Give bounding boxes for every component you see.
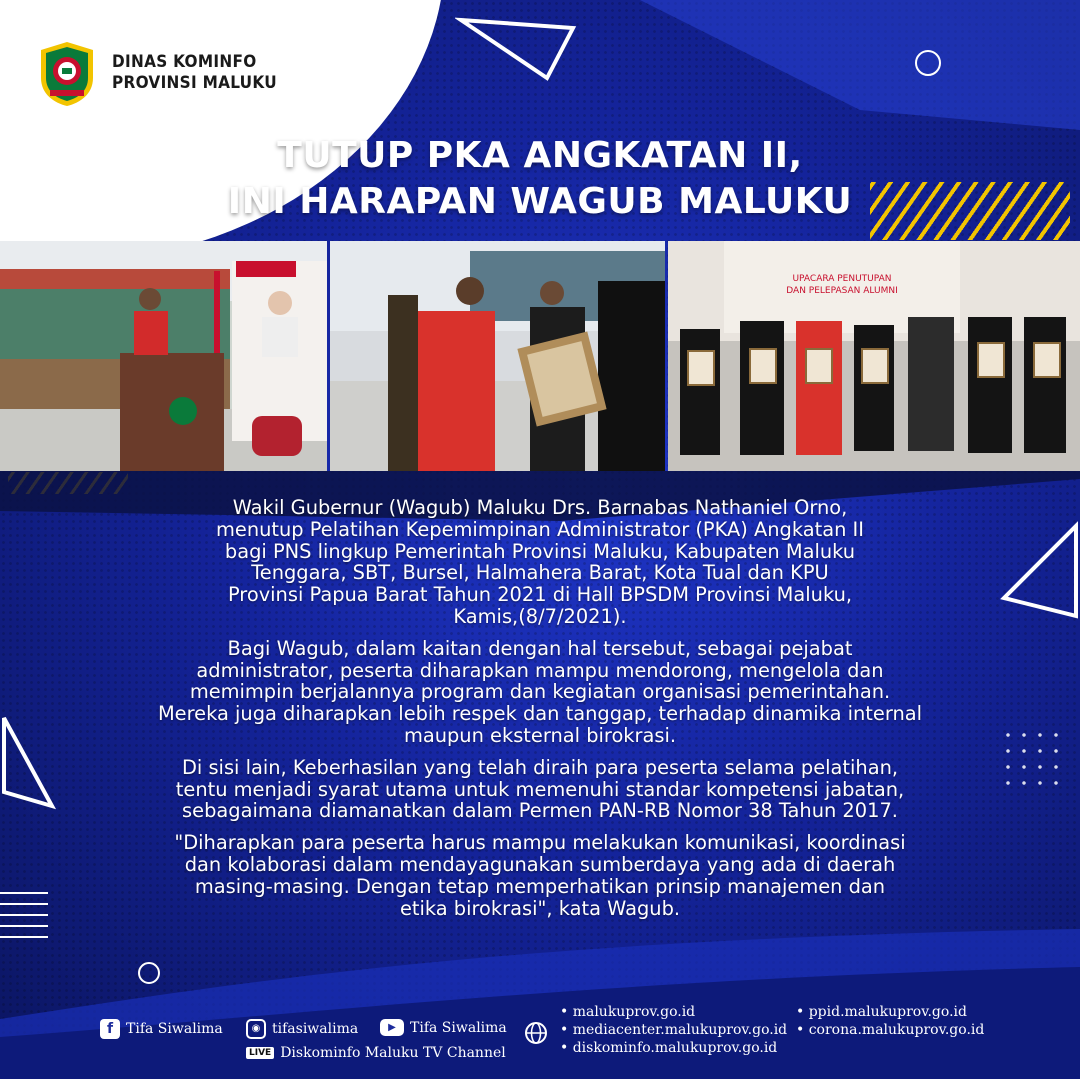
text-line: menutup Pelatihan Kepemimpinan Administrator (PKA) Angkatan II [216,517,864,541]
footer-contacts [0,1004,1080,1079]
ring-icon-top [915,50,941,76]
instagram-label: tifasiwalima [272,1021,359,1037]
youtube-label: Tifa Siwalima [410,1019,507,1036]
text-line: maupun eksternal birokrasi. [403,723,677,747]
yellow-stripes-top [870,182,1070,240]
organization-name [112,52,277,94]
website-list-1 [560,1003,787,1057]
text-line: dan kolaborasi dalam mendayagunakan sumberdaya yang ada di daerah [184,852,896,876]
globe-icon [524,1021,548,1045]
paragraph-3 [60,757,1020,822]
live-badge: LIVE [246,1047,274,1059]
banner-line-2: DAN PELEPASAN ALUMNI [786,286,898,296]
instagram-icon: ◉ [246,1019,266,1039]
text-line: memimpin berjalannya program dan kegiatan organisasi pemerintahan. [189,680,891,704]
facebook-label: Tifa Siwalima [126,1021,223,1037]
photo-certificate-handover [330,241,665,471]
text-line: "Diharapkan para peserta harus mampu melakukan komunikasi, koordinasi [174,831,906,855]
text-line: Di sisi lain, Keberhasilan yang telah diraih para peserta selama pelatihan, [181,755,899,779]
photo-podium-speech [0,241,327,471]
instagram-link[interactable] [246,1019,358,1039]
facebook-link[interactable] [100,1019,223,1039]
maluku-province-logo [38,40,96,108]
website-link[interactable]: • malukuprov.go.id [560,1004,696,1020]
paragraph-2 [60,638,1020,747]
text-line: sebagaimana diamanatkan dalam Permen PAN-RB Nomor 38 Tahun 2017. [182,799,898,823]
triangle-outline-icon-left [0,712,58,810]
text-line: Wakil Gubernur (Wagub) Maluku Drs. Barnabas Nathaniel Orno, [232,496,848,519]
website-link[interactable]: • ppid.malukuprov.go.id [796,1004,967,1020]
text-line: tentu menjadi syarat utama untuk memenuhi standar kompetensi jabatan, [175,777,905,801]
text-line: Provinsi Papua Barat Tahun 2021 di Hall BPSDM Provinsi Maluku, [227,583,853,607]
text-line: masing-masing. Dengan tetap memperhatikan prinsip manajemen dan [194,874,886,898]
photo-collage [0,241,1080,471]
text-line: Bagi Wagub, dalam kaitan dengan hal tersebut, sebagai pejabat [227,636,853,660]
paragraph-4 [60,832,1020,919]
text-line: etika birokrasi", kata Wagub. [399,896,681,920]
headline-line-2: INI HARAPAN WAGUB MALUKU [227,181,853,222]
headline-line-1: TUTUP PKA ANGKATAN II, [277,135,803,176]
website-link[interactable]: • corona.malukuprov.go.id [796,1022,985,1038]
paragraph-1 [60,497,1020,628]
text-line: administrator, peserta diharapkan mampu mendorong, mengelola dan [196,658,884,682]
org-line-1: DINAS KOMINFO [112,52,257,72]
banner-line-1: UPACARA PENUTUPAN [792,274,892,284]
small-triangle-icon [70,170,88,188]
article-body [60,497,1020,929]
website-link[interactable]: • mediacenter.malukuprov.go.id [560,1022,788,1038]
text-line: Kamis,(8/7/2021). [453,604,627,628]
tv-channel-link[interactable] [246,1045,506,1061]
photo-group-alumni [668,241,1080,471]
org-line-2: PROVINSI MALUKU [112,73,277,93]
youtube-link[interactable] [380,1019,507,1036]
text-line: Tenggara, SBT, Bursel, Halmahera Barat, Kota Tual dan KPU [251,561,829,585]
website-list-2 [796,1003,984,1039]
text-line: Mereka juga diharapkan lebih respek dan tanggap, terhadap dinamika internal [157,702,923,726]
tv-channel-label: Diskominfo Maluku TV Channel [280,1045,506,1061]
website-link[interactable]: • diskominfo.malukuprov.go.id [560,1040,778,1056]
youtube-icon: ▶ [380,1019,404,1036]
triangle-outline-icon [455,14,580,84]
text-line: bagi PNS lingkup Pemerintah Provinsi Maluku, Kabupaten Maluku [224,539,856,563]
facebook-icon: f [100,1019,120,1039]
